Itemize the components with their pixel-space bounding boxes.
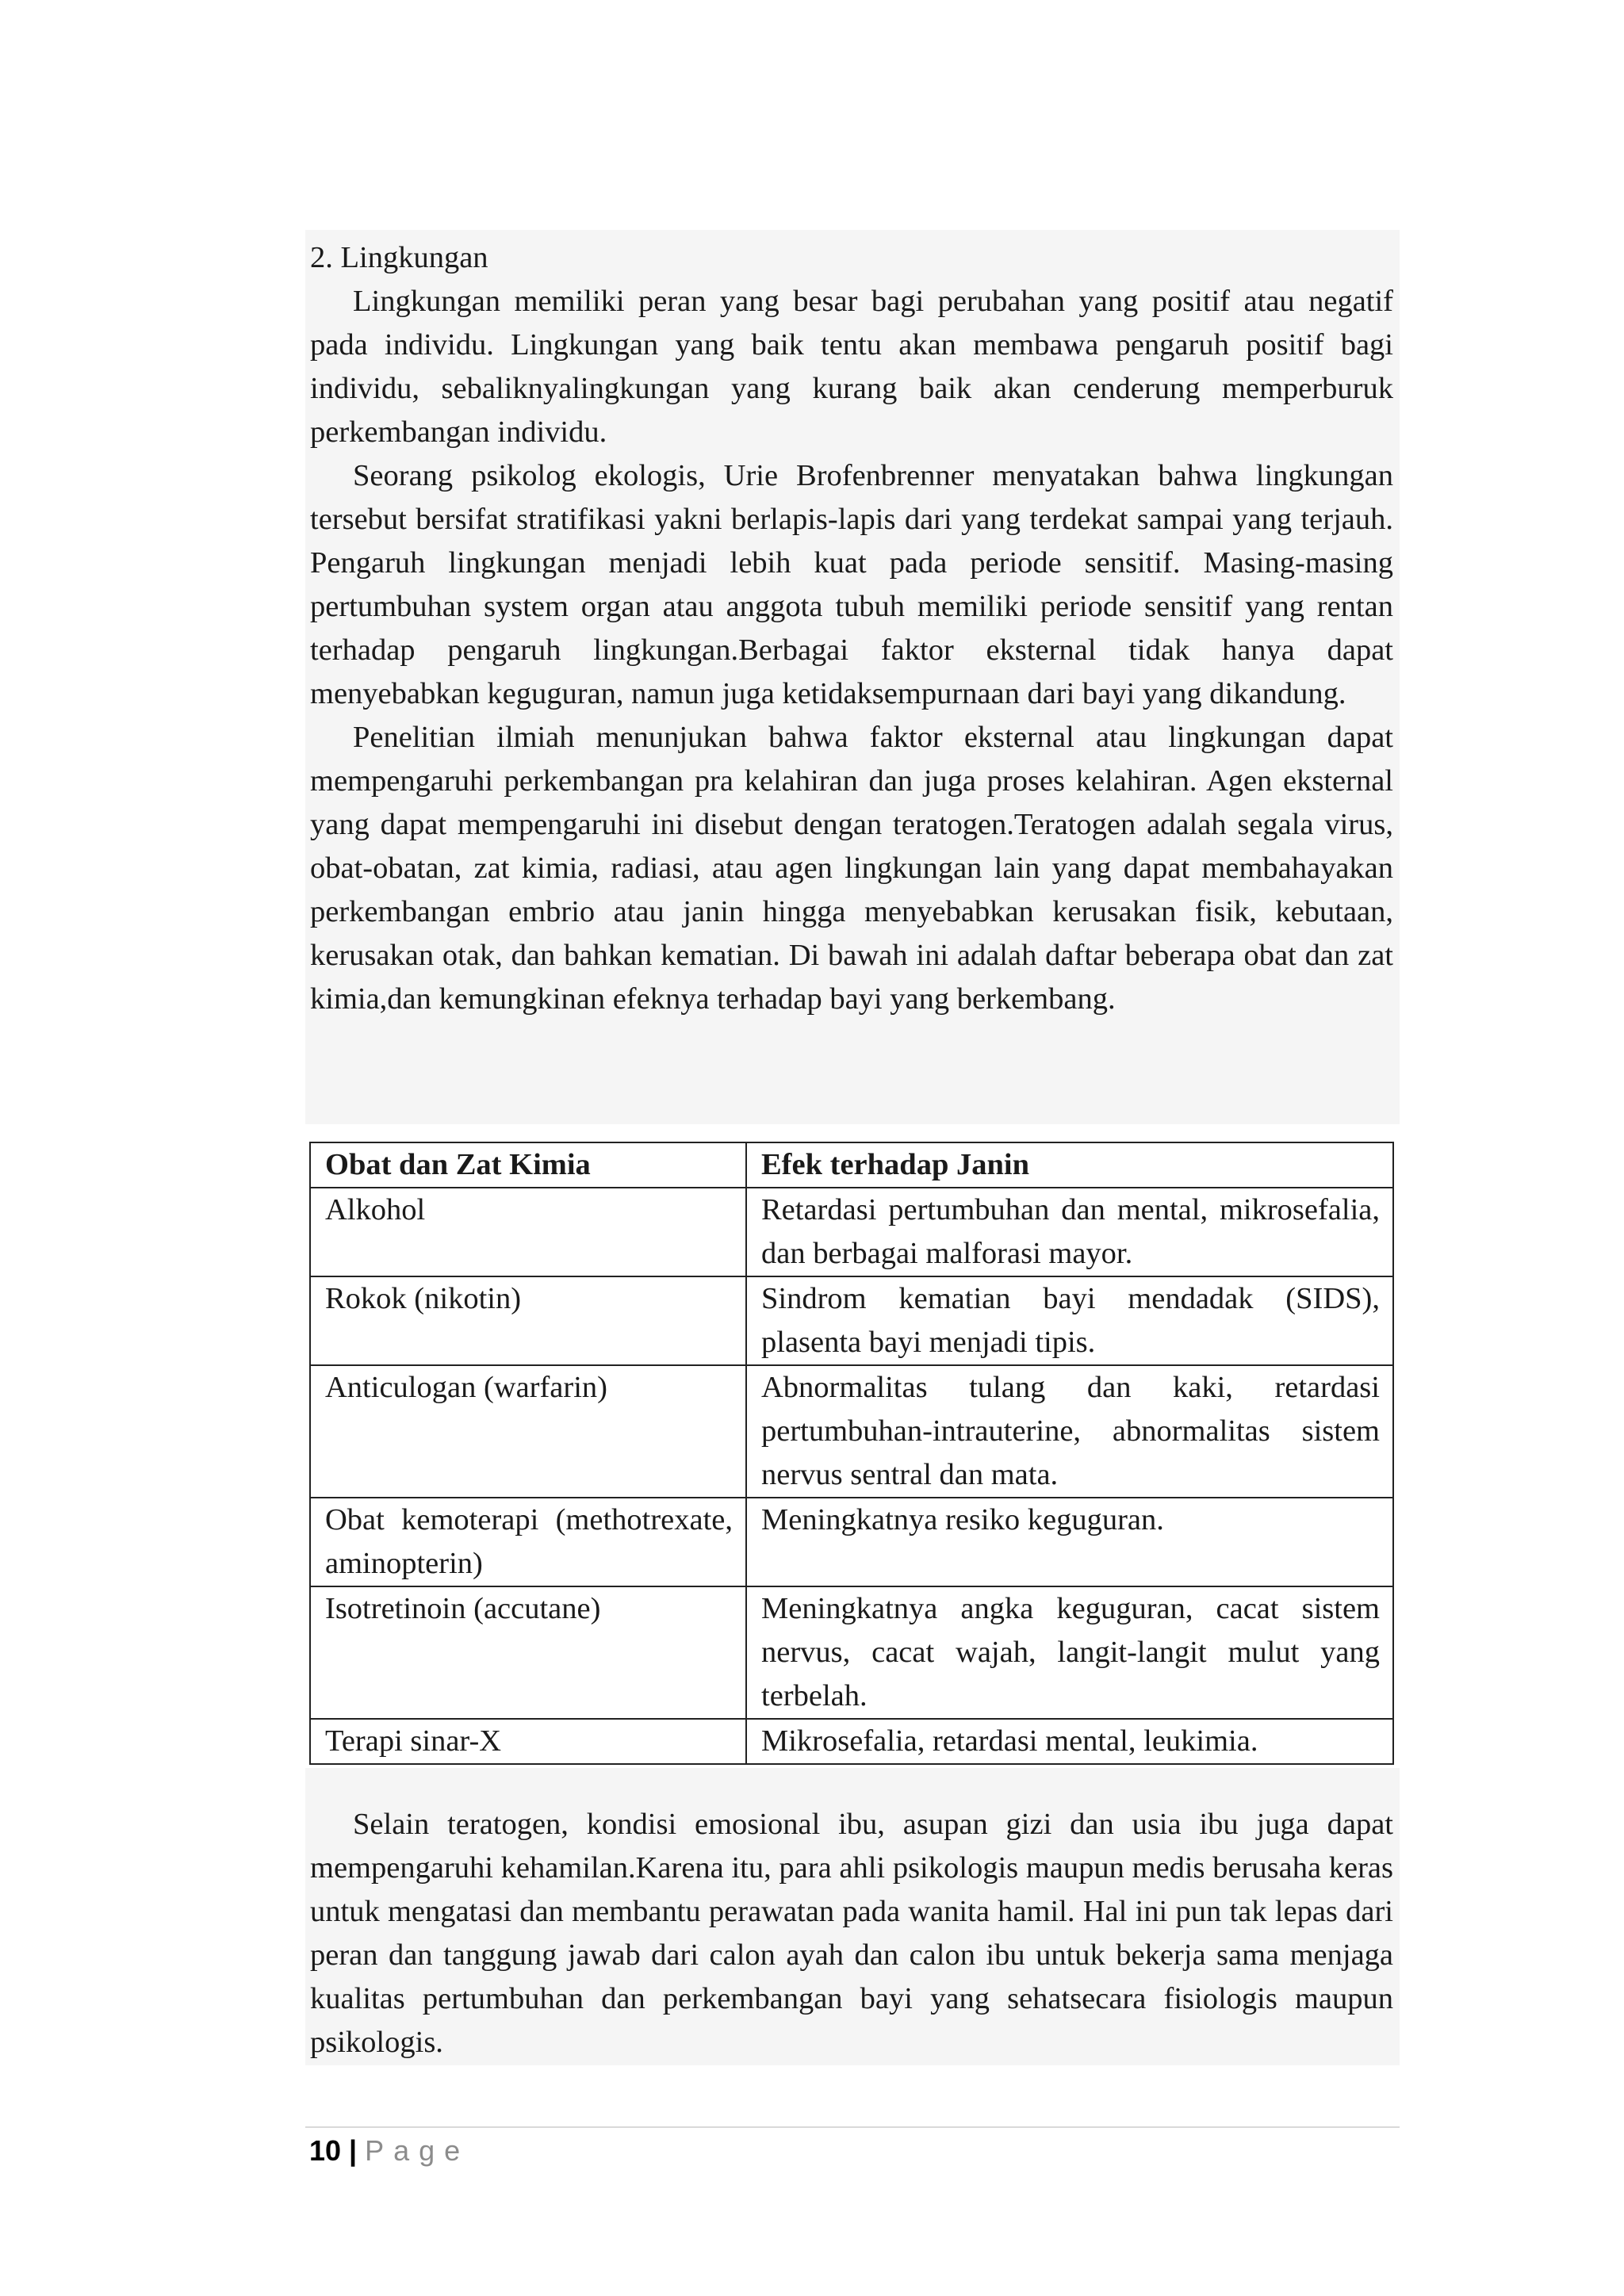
cell-drug: Rokok (nikotin) <box>310 1276 746 1365</box>
page-number: 10 <box>309 2134 342 2167</box>
cell-effect: Meningkatnya resiko keguguran. <box>746 1498 1393 1586</box>
paragraph-teratogen: Penelitian ilmiah menunjukan bahwa faktor eksternal atau lingkungan dapat mempengaruhi perkembangan pra kelahiran dan juga proses kelahiran. Agen eksternal yang dapat mempengaruhi ini disebut dengan teratogen.Teratogen adalah segala virus, obat-obatan, zat kimia, radiasi, atau agen lingkungan lain yang dapat membahayakan perkembangan embrio atau janin hingga menyebabkan kerusakan fisik, kebutaan, kerusakan otak, dan bahkan kematian. Di bawah ini adalah daftar beberapa obat dan zat kimia,dan kemungkinan efeknya terhadap bayi yang berkembang. <box>310 721 1393 1016</box>
section-heading: 2. Lingkungan <box>310 241 488 274</box>
cell-drug: Obat kemoterapi (methotrexate, aminopterin) <box>310 1498 746 1586</box>
paragraph-brofenbrenner: Seorang psikolog ekologis, Urie Brofenbrenner menyatakan bahwa lingkungan tersebut bersifat stratifikasi yakni berlapis-lapis dari yang terdekat sampai yang terjauh. Pengaruh lingkungan menjadi lebih kuat pada periode sensitif. Masing-masing pertumbuhan system organ atau anggota tubuh memiliki periode sensitif yang rentan terhadap pengaruh lingkungan.Berbagai faktor eksternal tidak hanya dapat menyebabkan keguguran, namun juga ketidaksempurnaan dari bayi yang dikandung. <box>310 459 1393 710</box>
table-row <box>310 1365 1393 1498</box>
table-row <box>310 1586 1393 1719</box>
header-effect: Efek terhadap Janin <box>746 1142 1393 1188</box>
closing-text-block <box>305 1768 1400 2065</box>
main-text-block <box>305 230 1400 1124</box>
table-row <box>310 1188 1393 1276</box>
paragraph-closing: Selain teratogen, kondisi emosional ibu, asupan gizi dan usia ibu juga dapat mempengaruhi kehamilan.Karena itu, para ahli psikologis maupun medis berusaha keras untuk mengatasi dan membantu perawatan pada wanita hamil. Hal ini pun tak lepas dari peran dan tanggung jawab dari calon ayah dan calon ibu untuk bekerja sama menjaga kualitas pertumbuhan dan perkembangan bayi yang sehatsecara fisiologis maupun psikologis. <box>310 1808 1393 2059</box>
page-footer <box>309 2131 469 2171</box>
cell-drug: Alkohol <box>310 1188 746 1276</box>
cell-drug: Isotretinoin (accutane) <box>310 1586 746 1719</box>
paragraph-environment-role: Lingkungan memiliki peran yang besar bagi perubahan yang positif atau negatif pada individu. Lingkungan yang baik tentu akan membawa pengaruh positif bagi individu, sebaliknyalingkungan yang kurang baik akan cenderung memperburuk perkembangan individu. <box>310 285 1393 449</box>
cell-drug: Terapi sinar-X <box>310 1719 746 1764</box>
table-header-row <box>310 1142 1393 1188</box>
teratogen-table <box>309 1142 1394 1765</box>
footer-separator: | <box>349 2134 358 2167</box>
cell-effect: Sindrom kematian bayi mendadak (SIDS), plasenta bayi menjadi tipis. <box>746 1276 1393 1365</box>
header-drug: Obat dan Zat Kimia <box>310 1142 746 1188</box>
table-row <box>310 1498 1393 1586</box>
cell-effect: Meningkatnya angka keguguran, cacat sistem nervus, cacat wajah, langit-langit mulut yang terbelah. <box>746 1586 1393 1719</box>
cell-effect: Mikrosefalia, retardasi mental, leukimia. <box>746 1719 1393 1764</box>
cell-drug: Anticulogan (warfarin) <box>310 1365 746 1498</box>
cell-effect: Abnormalitas tulang dan kaki, retardasi pertumbuhan-intrauterine, abnormalitas sistem nervus sentral dan mata. <box>746 1365 1393 1498</box>
table-row <box>310 1719 1393 1764</box>
cell-effect: Retardasi pertumbuhan dan mental, mikrosefalia, dan berbagai malforasi mayor. <box>746 1188 1393 1276</box>
footer-divider <box>305 2126 1400 2128</box>
page-label: Page <box>365 2134 470 2167</box>
table-row <box>310 1276 1393 1365</box>
